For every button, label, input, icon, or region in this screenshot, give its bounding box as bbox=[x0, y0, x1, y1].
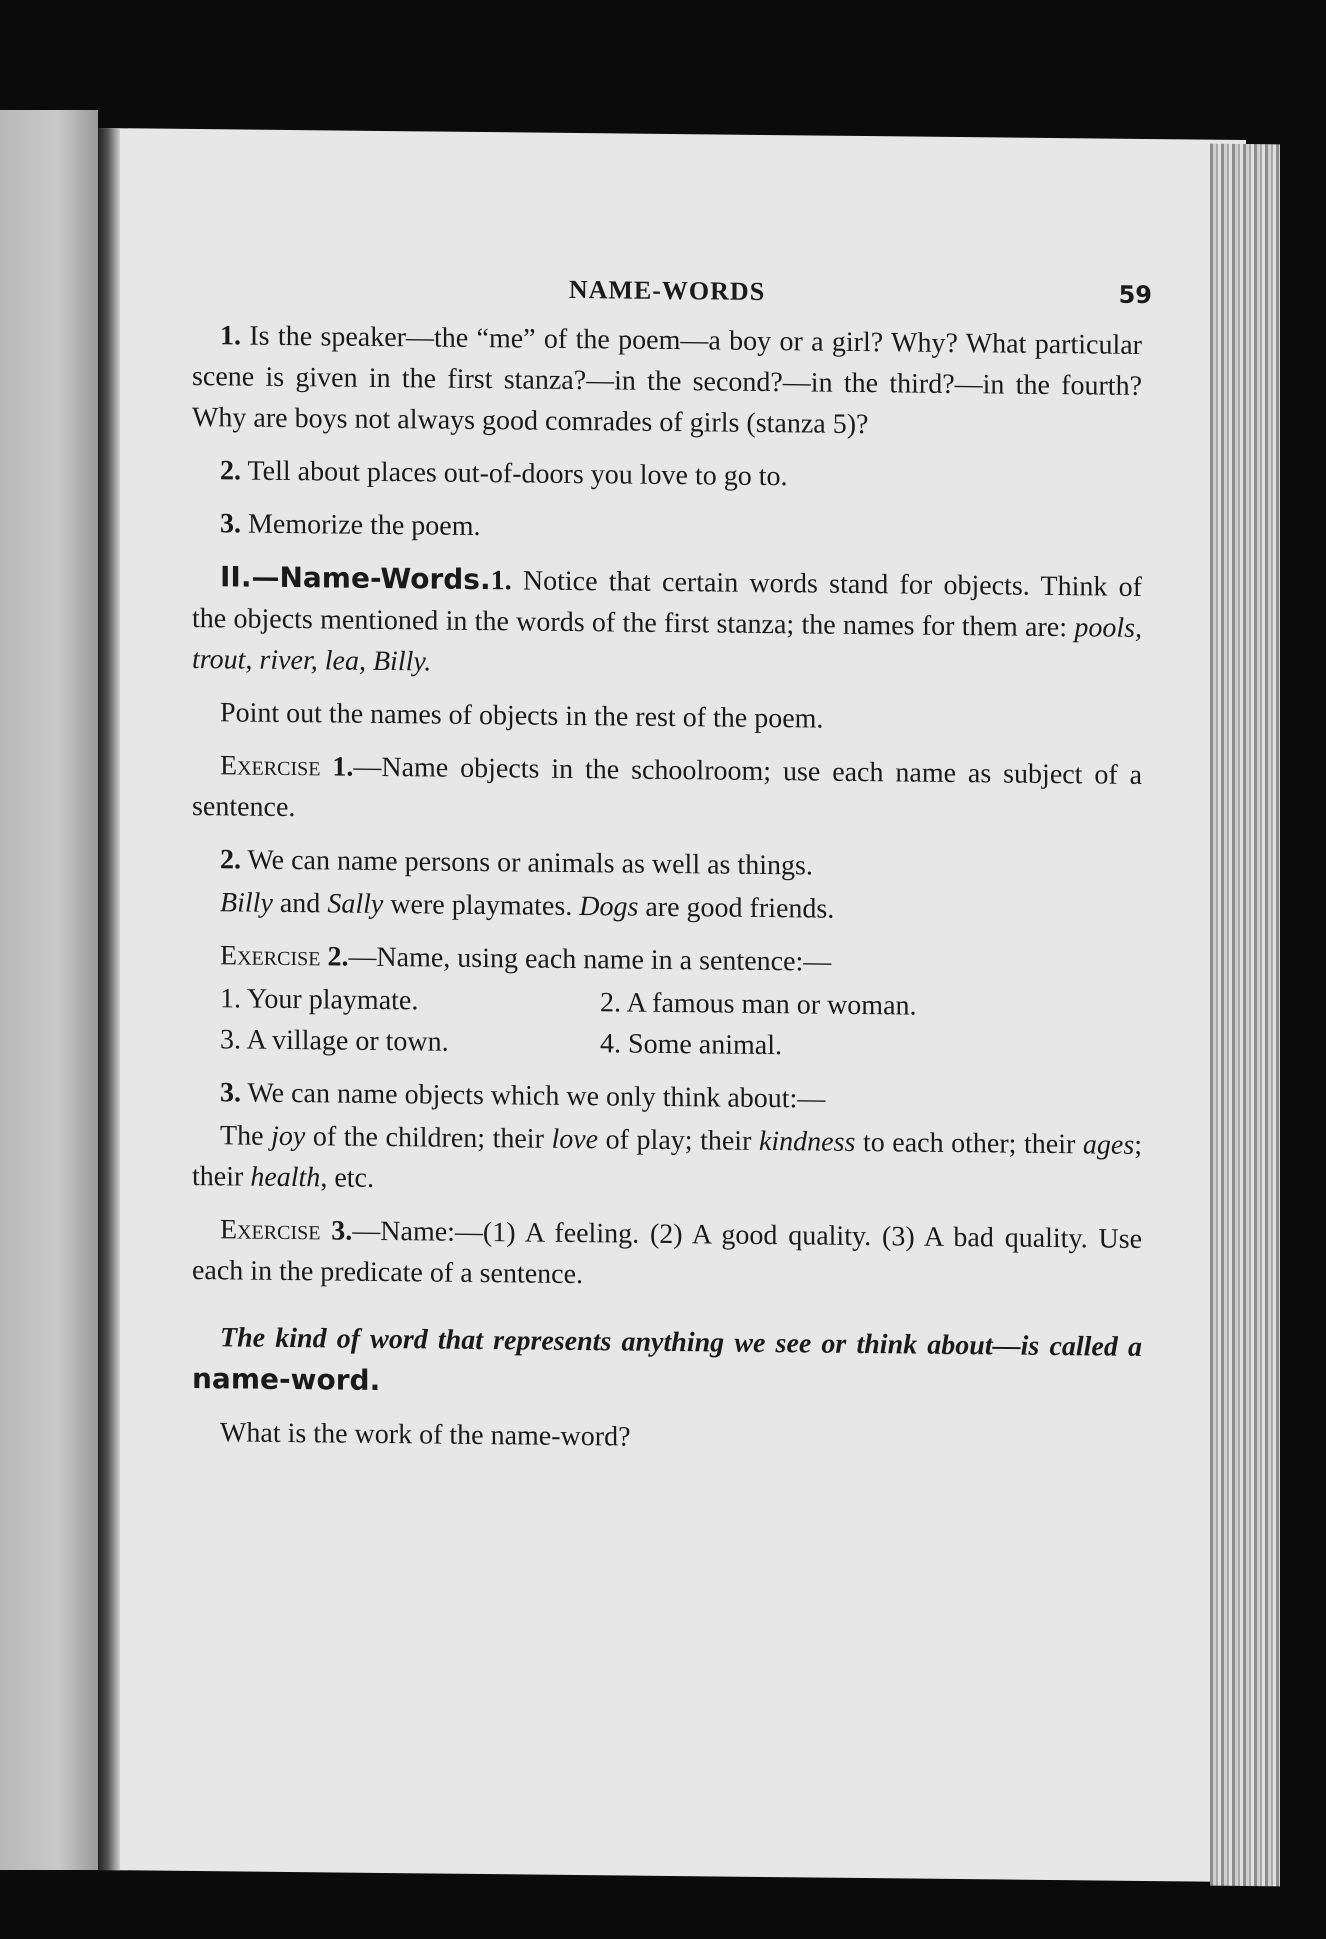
example-word: Dogs bbox=[579, 891, 639, 923]
exercise-number: 3. bbox=[331, 1215, 353, 1247]
example-word: Billy bbox=[220, 887, 273, 919]
question-text: Memorize the poem. bbox=[248, 508, 481, 543]
book-page bbox=[98, 128, 1246, 1882]
closing-question: What is the work of the name-word? bbox=[220, 1417, 631, 1453]
exercise-2-items-row-2 bbox=[192, 1019, 1142, 1070]
exercise-text: —Name objects in the schoolroom; use each name as subject of a sentence. bbox=[192, 751, 1142, 824]
section-heading: II.—Name-Words. bbox=[220, 560, 491, 597]
example-text: to each other; their bbox=[855, 1126, 1083, 1161]
point-number: 3. bbox=[220, 1077, 241, 1109]
question-text: Is the speaker—the “me” of the poem—a boy or a girl? Why? What particular scene is given in the first stanza?—in the second?—in the third?—in the fourth? Why are boys not always good comrades of girls (stanza 5)? bbox=[192, 320, 1142, 441]
example-word: Sally bbox=[327, 888, 384, 920]
exercise-label: Exercise bbox=[220, 940, 321, 973]
exercise-number: 1. bbox=[332, 751, 354, 783]
point-out-instruction: Point out the names of objects in the rest of the poem. bbox=[220, 697, 824, 735]
list-item: 4. Some animal. bbox=[600, 1028, 782, 1062]
rule-text: The kind of word that represents anything we see or think about—is called a bbox=[220, 1322, 1142, 1363]
point-3 bbox=[192, 1072, 1142, 1123]
point-text: We can name persons or animals as well as things. bbox=[247, 844, 813, 882]
example-word: love bbox=[551, 1123, 599, 1156]
question-text: Tell about places out-of-doors you love to go to. bbox=[247, 455, 788, 493]
question-number: 2. bbox=[220, 455, 241, 487]
section-examples: pools, trout, river, lea, Billy. bbox=[192, 612, 1143, 678]
page-gutter bbox=[98, 128, 120, 1870]
exercise-2 bbox=[192, 935, 1142, 986]
exercise-text: —Name, using each name in a sentence:— bbox=[348, 941, 832, 978]
running-header bbox=[192, 265, 1152, 317]
example-word: joy bbox=[271, 1120, 306, 1153]
exercise-1 bbox=[192, 745, 1142, 837]
example-text: , etc. bbox=[320, 1162, 374, 1194]
point-2 bbox=[192, 839, 1142, 890]
section-text: Notice that certain words stand for objects. Think of the objects mentioned in the words of the first stanza; the names for them are: bbox=[192, 565, 1142, 644]
point-3-example bbox=[192, 1115, 1142, 1207]
list-item: 2. A famous man or woman. bbox=[600, 987, 917, 1022]
example-text: ; their bbox=[192, 1129, 1142, 1193]
example-text: are good friends. bbox=[638, 891, 835, 925]
example-text: were playmates. bbox=[383, 888, 580, 923]
example-text: of the children; their bbox=[305, 1121, 552, 1155]
section-name-words bbox=[192, 556, 1142, 690]
example-word: ages bbox=[1082, 1129, 1135, 1161]
exercise-label: Exercise bbox=[220, 750, 321, 783]
question-2 bbox=[192, 450, 1142, 501]
example-word: health bbox=[250, 1161, 321, 1194]
example-word: kindness bbox=[758, 1125, 856, 1158]
definition-rule bbox=[192, 1317, 1142, 1410]
example-text: The bbox=[220, 1120, 272, 1152]
example-text: of play; their bbox=[598, 1124, 759, 1157]
point-number: 2. bbox=[220, 844, 241, 876]
exercise-text: —Name:—(1) A feeling. (2) A good quality. (3) A bad quality. Use each in the predicate of a sentence. bbox=[192, 1215, 1143, 1291]
page-edges bbox=[1210, 144, 1280, 1887]
page-number: 59 bbox=[1118, 280, 1152, 310]
rule-term: name-word. bbox=[192, 1361, 381, 1397]
list-item: 1. Your playmate. bbox=[220, 983, 419, 1017]
running-title: NAME-WORDS bbox=[568, 274, 766, 306]
question-number: 3. bbox=[220, 508, 241, 540]
section-point-number: 1. bbox=[490, 565, 512, 597]
question-3 bbox=[192, 503, 1142, 554]
page-content bbox=[192, 265, 1152, 1475]
question-1 bbox=[192, 315, 1142, 448]
left-page-edge bbox=[0, 110, 98, 1870]
point-text: We can name objects which we only think about:— bbox=[247, 1077, 826, 1115]
point-2-example bbox=[192, 882, 1142, 933]
exercise-number: 2. bbox=[327, 941, 349, 973]
example-text: and bbox=[272, 887, 328, 920]
question-number: 1. bbox=[220, 320, 241, 352]
exercise-3 bbox=[192, 1209, 1142, 1301]
exercise-label: Exercise bbox=[220, 1214, 321, 1247]
list-item: 3. A village or town. bbox=[220, 1024, 449, 1058]
